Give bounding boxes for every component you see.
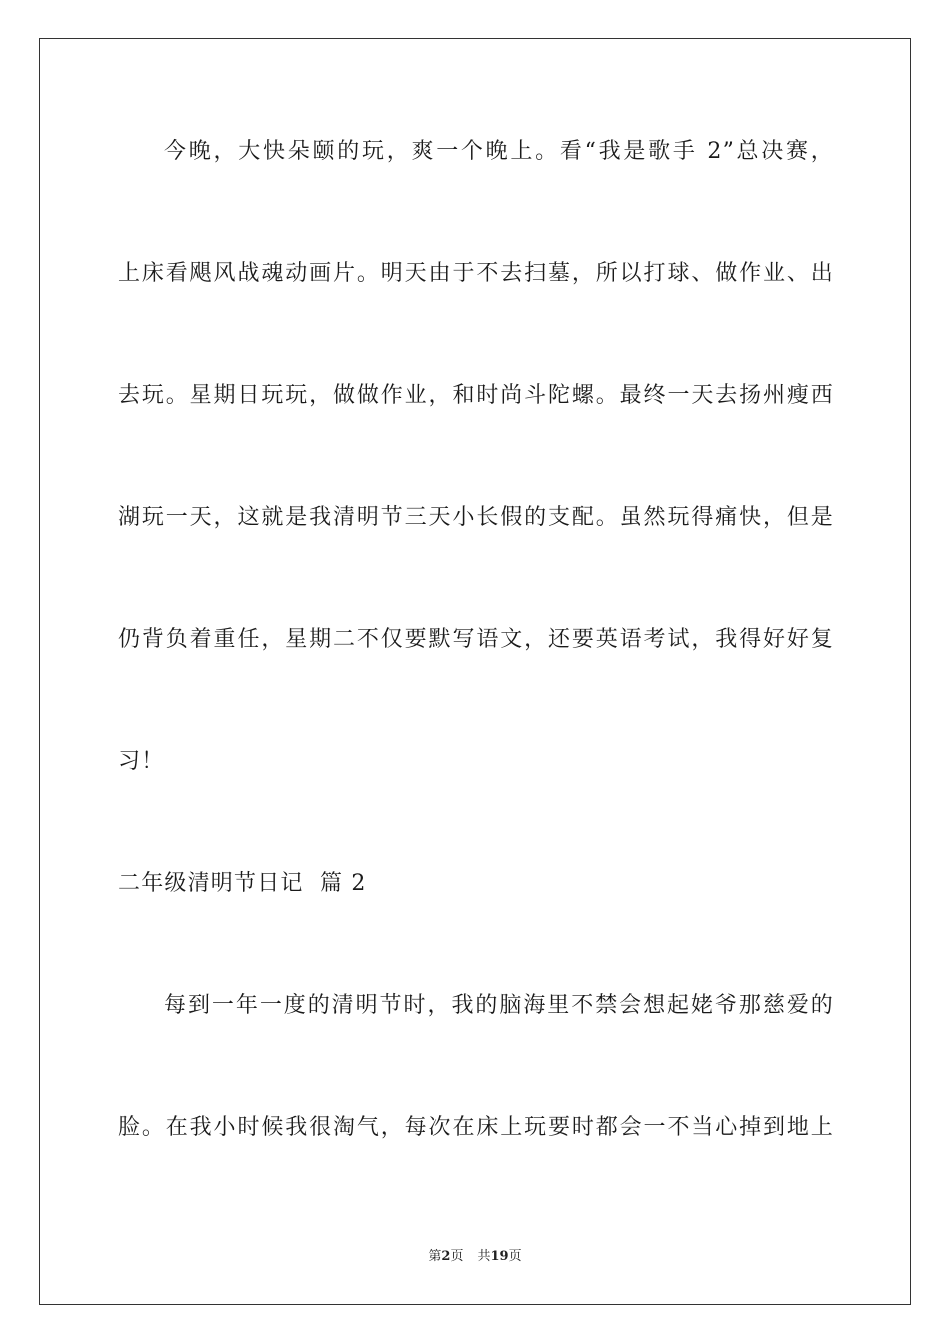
paragraph-line-5: 仍背负着重任，星期二不仅要默写语文，还要英语考试，我得好好复 — [118, 627, 834, 652]
footer-total-suffix: 页 — [508, 1249, 522, 1264]
section-heading: 二年级清明节日记 篇 2 — [118, 871, 367, 896]
footer-page-prefix: 第 — [428, 1249, 442, 1264]
paragraph-line-1: 今晚，大快朵颐的玩，爽一个晚上。看“我是歌手 2”总决赛， — [164, 139, 834, 164]
paragraph-line-6: 习！ — [118, 749, 165, 774]
paragraph-line-2: 上床看飓风战魂动画片。明天由于不去扫墓，所以打球、做作业、出 — [118, 261, 834, 286]
paragraph2-line-2: 脸。在我小时候我很淘气，每次在床上玩要时都会一不当心掉到地上 — [118, 1115, 834, 1140]
footer-page-suffix: 页 — [450, 1249, 464, 1264]
paragraph-line-4: 湖玩一天，这就是我清明节三天小长假的支配。虽然玩得痛快，但是 — [118, 505, 834, 530]
footer-page-number: 2 — [441, 1249, 451, 1264]
page-footer — [0, 1248, 950, 1266]
paragraph2-line-1: 每到一年一度的清明节时，我的脑海里不禁会想起姥爷那慈爱的 — [164, 993, 834, 1018]
footer-total-number: 19 — [490, 1249, 509, 1264]
paragraph-line-3: 去玩。星期日玩玩，做做作业，和时尚斗陀螺。最终一天去扬州瘦西 — [118, 383, 834, 408]
footer-total-prefix: 共 — [477, 1249, 491, 1264]
